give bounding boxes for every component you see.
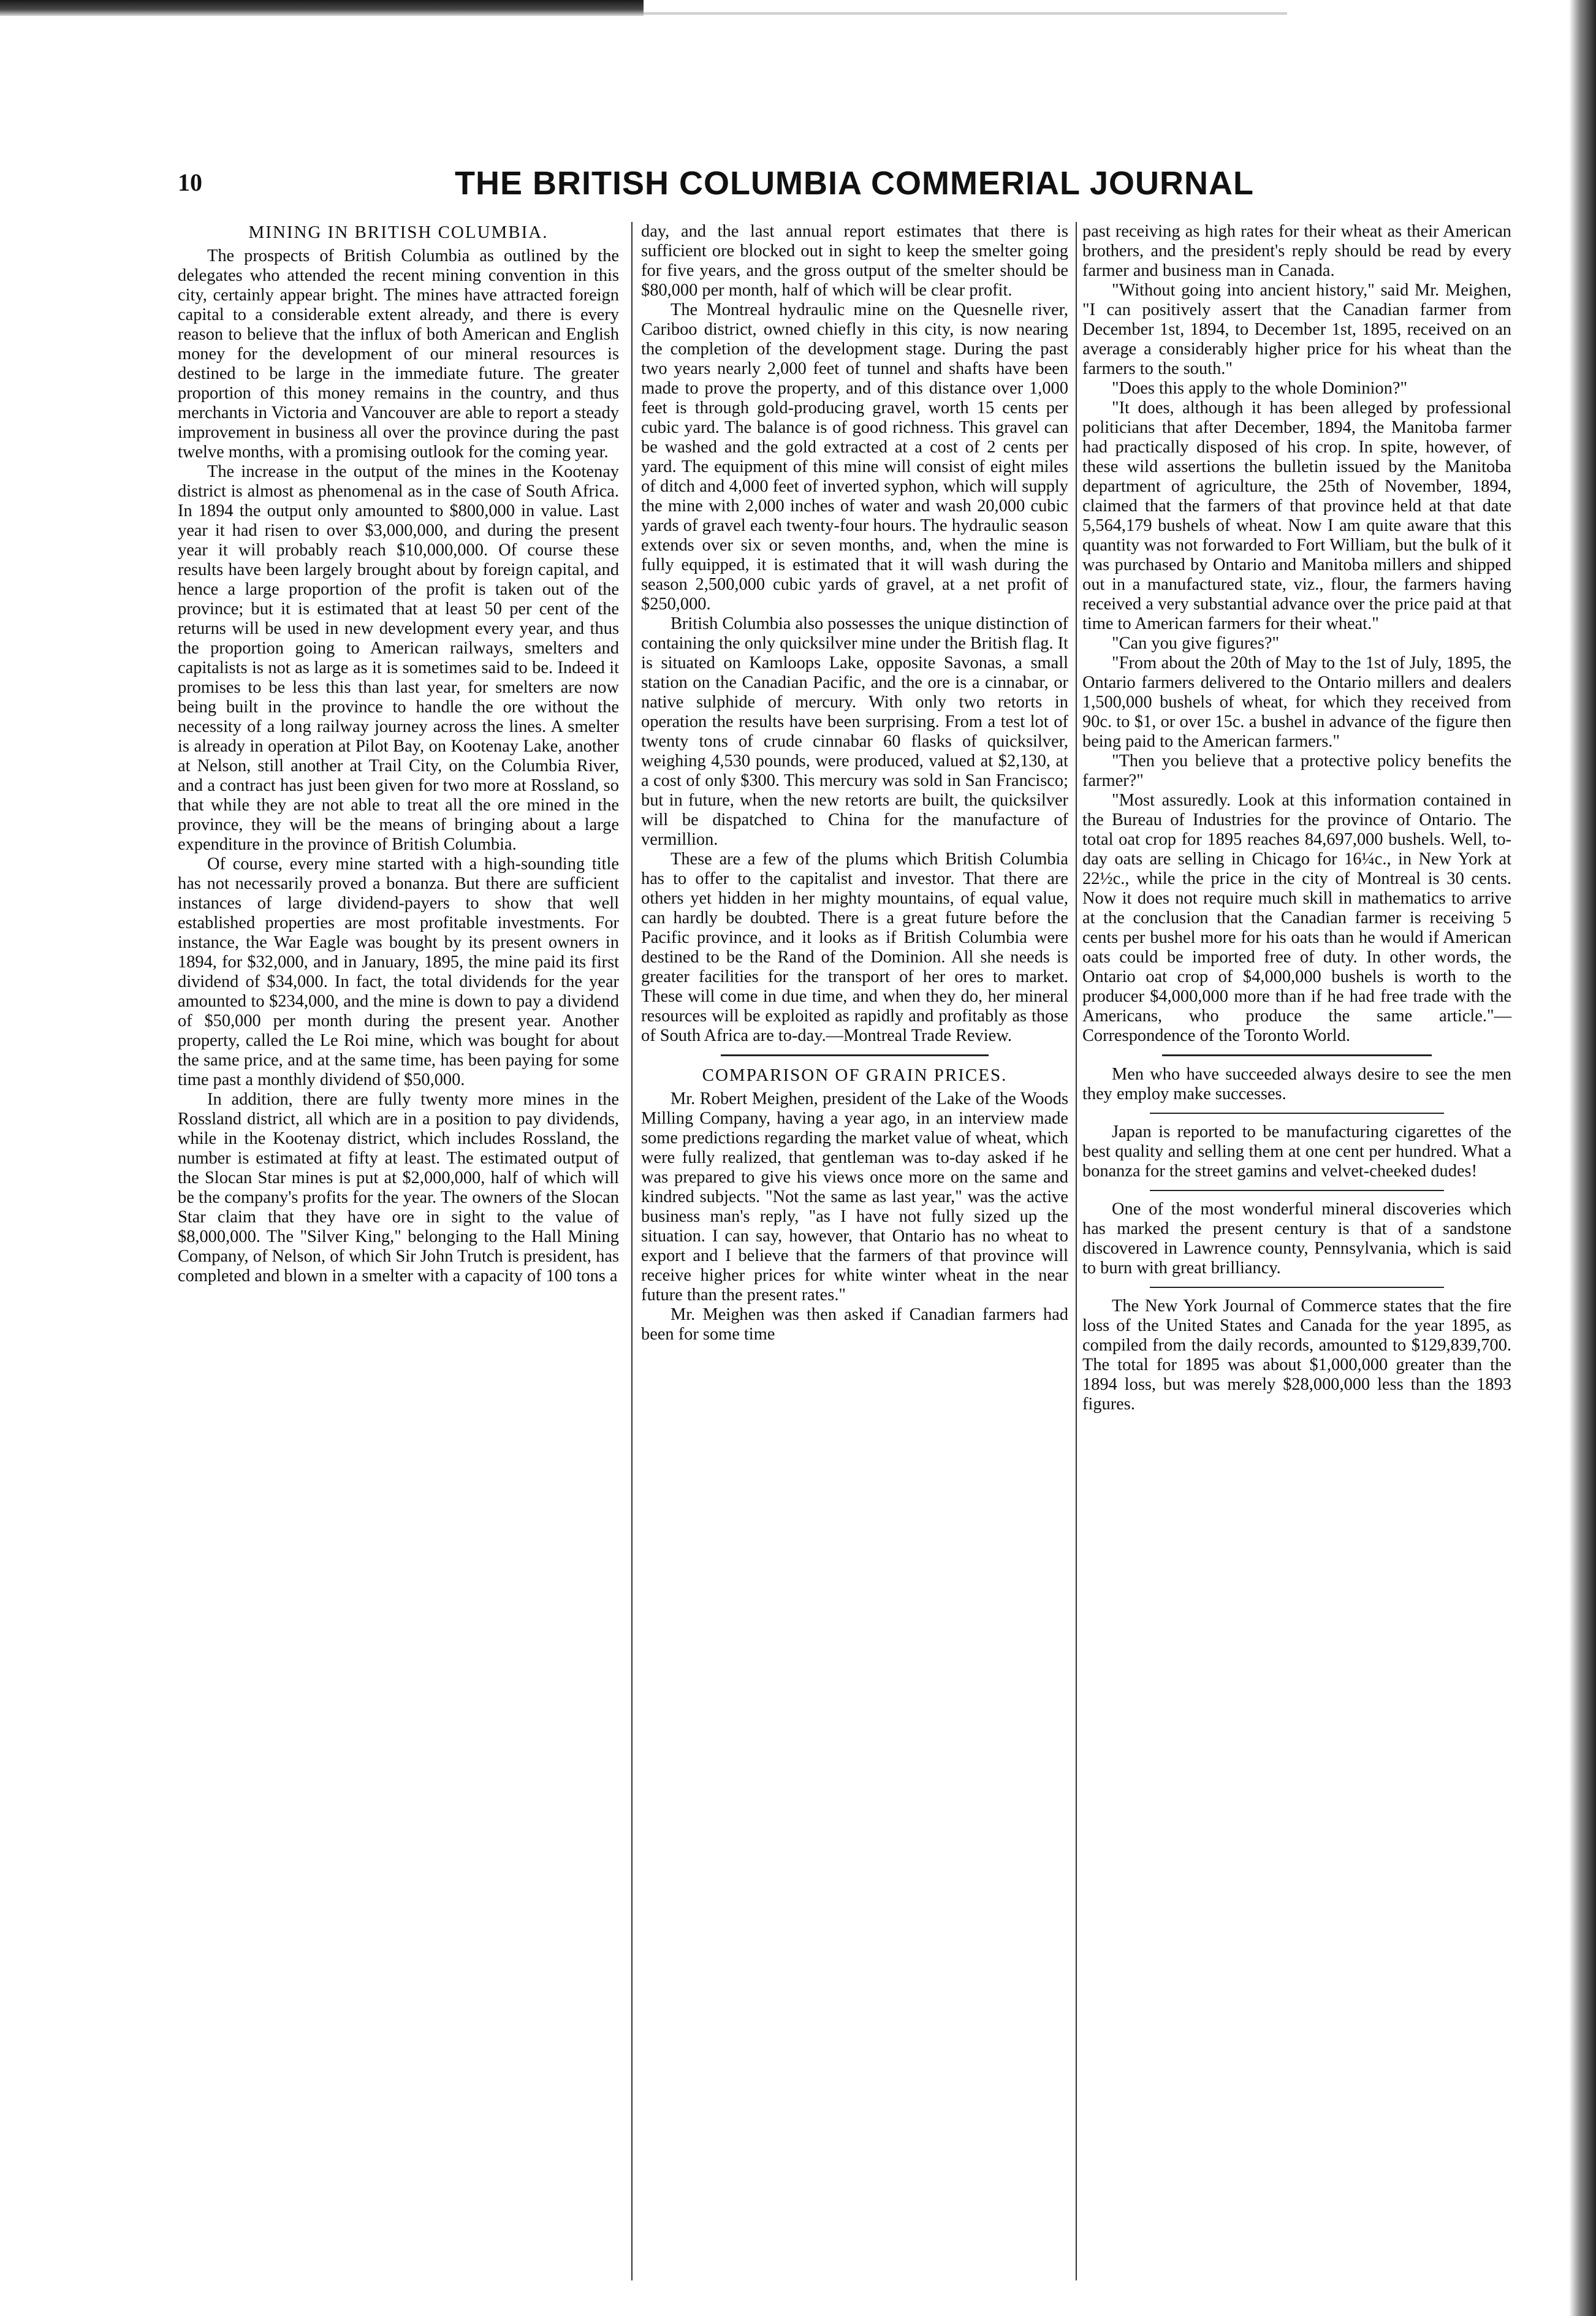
section-rule bbox=[1150, 1113, 1444, 1114]
page-header bbox=[178, 164, 1256, 207]
article-paragraph: "Then you believe that a protective policy benefits the farmer?" bbox=[1082, 752, 1511, 790]
article-paragraph: "Does this apply to the whole Dominion?" bbox=[1112, 379, 1408, 398]
article-paragraph: Mr. Meighen was then asked if Canadian farmers had been for some time bbox=[641, 1305, 1068, 1344]
scan-artifact-edge bbox=[1569, 0, 1596, 2316]
article-paragraph: "From about the 20th of May to the 1st of July, 1895, the Ontario farmers delivered to the Ontario millers and dealers 1,500,000 bushels of wheat, for which they received from 90c. to $1, or over 15c. a bushel in advance of the figure then being paid to the American farmers." bbox=[1082, 653, 1511, 751]
article-paragraph: In addition, there are fully twenty more mines in the Rossland district, all which are in a position to pay dividends, while in the Kootenay district, which includes Rossland, the number is estimated at fifty at least. The estimated output of the Slocan Star mines is put at $2,000,000, half of which will be the company's profits for the year. The owners of the Slocan Star claim that they have ore in sight to the value of $8,000,000. The "Silver King," belonging to the Hall Mining Company, of Nelson, of which Sir John Trutch is president, has completed and blown in a smelter with a capacity of 100 tons a bbox=[178, 1090, 619, 1286]
article-paragraph: day, and the last annual report estimates that there is sufficient ore blocked out in sight to keep the smelter going for five years, and the gross output of the smelter should be $80,000 per month, half of which will be clear profit. bbox=[641, 222, 1068, 300]
article-column-2 bbox=[641, 222, 1068, 1344]
page-number: 10 bbox=[178, 169, 202, 196]
section-rule bbox=[1150, 1190, 1444, 1191]
column-divider bbox=[631, 222, 633, 2280]
article-paragraph: "Can you give figures?" bbox=[1112, 634, 1280, 653]
article-paragraph: Men who have succeeded always desire to see the men they employ make successes. bbox=[1082, 1065, 1511, 1103]
article-paragraph: "It does, although it has been alleged by professional politicians that after December, 1894, the Manitoba farmer had practically disposed of his crop. In spite, however, of these wild assertions the bulletin issued by the Manitoba department of agriculture, the 25th of November, 1894, claimed that the farmers of that province held at that date 5,564,179 bushels of wheat. Now I am quite aware that this quantity was not forwarded to Fort William, but the bulk of it was purchased by Ontario and Manitoba millers and shipped out in a manufactured state, viz., flour, the farmers having received a very substantial advance over the price paid at that time to American farmers for their wheat." bbox=[1082, 398, 1511, 633]
article-paragraph: Mr. Robert Meighen, president of the Lake of the Woods Milling Company, having a year ago, in an interview made some predictions regarding the market value of wheat, which were fully realized, that gentleman was to-day asked if he was prepared to give his views once more on the same and kindred subjects. "Not the same as last year," was the active business man's reply, "as I have not fully sized up the situation. I can say, however, that Ontario has no wheat to export and I believe that the farmers of that province will receive higher prices for white winter wheat in the near future than the present rates." bbox=[641, 1089, 1068, 1305]
article-paragraph: The increase in the output of the mines in the Kootenay district is almost as phenomenal as in the case of South Africa. In 1894 the output only amounted to $800,000 in value. Last year it had risen to over $3,000,000, and during the present year it will probably reach $10,000,000. Of course these results have been largely brought about by foreign capital, and hence a large proportion of the profit is taken out of the province; but it is estimated that at least 50 per cent of the returns will be used in new development every year, and thus the proportion going to American railways, smelters and capitalists is not as large as it is sometimes said to be. Indeed it promises to be less this than last year, for smelters are now being built in the province to handle the ore without the necessity of a long railway journey across the lines. A smelter is already in operation at Pilot Bay, on Kootenay Lake, another at Nelson, still another at Trail City, on the Columbia River, and a contract has just been given for two more at Rossland, so that while they are not able to treat all the ore mined in the province, they will be the means of bringing about a large expenditure in the province of British Columbia. bbox=[178, 462, 619, 854]
article-paragraph: These are a few of the plums which British Columbia has to offer to the capitalist and investor. That there are others yet hidden in her mighty mountains, of equal value, can hardly be doubted. There is a great future before the Pacific province, and it looks as if British Columbia were destined to be the Rand of the Dominion. All she needs is greater facilities for the transport of her ores to market. These will come in due time, and when they do, her mineral resources will be exploited as rapidly and profitably as those of South Africa are to-day.—Montreal Trade Review. bbox=[641, 850, 1068, 1045]
section-rule bbox=[721, 1054, 989, 1056]
article-column-1 bbox=[178, 222, 619, 1286]
article-heading: MINING IN BRITISH COLUMBIA. bbox=[248, 223, 549, 242]
article-paragraph: British Columbia also possesses the unique distinction of containing the only quicksilver mine under the British flag. It is situated on Kamloops Lake, opposite Savonas, a small station on the Canadian Pacific, and the ore is a cinnabar, or native sulphide of mercury. With only two retorts in operation the results have been surprising. From a test lot of twenty tons of crude cinnabar 60 flasks of quicksilver, weighing 4,530 pounds, were produced, valued at $2,130, at a cost of only $300. This mercury was sold in San Francisco; but in future, when the new retorts are built, the quicksilver will be dispatched to China for the manufacture of vermillion. bbox=[641, 614, 1069, 849]
article-column-3 bbox=[1082, 222, 1511, 1414]
journal-title: THE BRITISH COLUMBIA COMMERIAL JOURNAL bbox=[455, 165, 1254, 202]
section-rule bbox=[1150, 1287, 1444, 1288]
article-paragraph: past receiving as high rates for their wheat as their American brothers, and the president's reply should be read by every farmer and business man in Canada. bbox=[1082, 222, 1511, 280]
section-rule bbox=[1162, 1054, 1432, 1056]
article-heading: COMPARISON OF GRAIN PRICES. bbox=[702, 1065, 1008, 1085]
article-paragraph: "Without going into ancient history," said Mr. Meighen, "I can positively assert that the Canadian farmer from December 1st, 1894, to December 1st, 1895, received on an average a considerably higher price for his wheat than the farmers to the south." bbox=[1082, 281, 1511, 378]
article-paragraph: "Most assuredly. Look at this information contained in the Bureau of Industries for the province of Ontario. The total oat crop for 1895 reaches 84,697,000 bushels. Well, to-day oats are selling in Chicago for 16¼c., in New York at 22½c., while the price in the city of Montreal is 30 cents. Now it does not require much skill in mathematics to arrive at the conclusion that the Canadian farmer is receiving 5 cents per bushel more for his oats than he would if American oats could be imported free of duty. In other words, the Ontario oat crop of $4,000,000 bushels is worth to the producer $4,000,000 more than if he had free trade with the Americans, who produce the same article."—Correspondence of the Toronto World. bbox=[1082, 791, 1511, 1045]
article-paragraph: One of the most wonderful mineral discoveries which has marked the present century is that of a sandstone discovered in Lawrence county, Pennsylvania, which is said to burn with great brilliancy. bbox=[1082, 1200, 1511, 1278]
column-divider bbox=[1076, 222, 1077, 2280]
article-paragraph: Of course, every mine started with a high-sounding title has not necessarily proved a bonanza. But there are sufficient instances of large dividend-payers to show that well established properties are most profitable investments. For instance, the War Eagle was bought by its present owners in 1894, for $32,000, and in January, 1895, the mine paid its first dividend of $34,000. In fact, the total dividends for the year amounted to $234,000, and the mine is down to pay a dividend of $50,000 per month during the present year. Another property, called the Le Roi mine, which was bought for about the same price, and at the same time, has been paying for some time past a monthly dividend of $50,000. bbox=[178, 855, 619, 1089]
article-paragraph: Japan is reported to be manufacturing cigarettes of the best quality and selling them at one cent per hundred. What a bonanza for the street gamins and velvet-cheeked dudes! bbox=[1082, 1122, 1511, 1181]
article-paragraph: The Montreal hydraulic mine on the Quesnelle river, Cariboo district, owned chiefly in this city, is now nearing the completion of the development stage. During the past two years nearly 2,000 feet of tunnel and shafts have been made to prove the property, and of this distance over 1,000 feet is through gold-producing gravel, worth 15 cents per cubic yard. The balance is of good richness. This gravel can be washed and the gold extracted at a cost of 2 cents per yard. The equipment of this mine will consist of eight miles of ditch and 4,000 feet of inverted syphon, which will supply the mine with 2,000 inches of water and wash 20,000 cubic yards of gravel each twenty-four hours. The hydraulic season extends over six or seven months, and, when the mine is fully equipped, it is estimated that it will wash during the season 2,500,000 cubic yards of gravel, at a net profit of $250,000. bbox=[641, 300, 1068, 614]
scan-artifact-top-faint bbox=[644, 12, 1287, 15]
article-paragraph: The prospects of British Columbia as outlined by the delegates who attended the recent mining convention in this city, certainly appear bright. The mines have attracted foreign capital to a considerable extent already, and there is every reason to believe that the influx of both American and English money for the development of our mineral resources is destined to be large in the immediate future. The greater proportion of this money remains in the country, and thus merchants in Victoria and Vancouver are able to report a steady improvement in business all over the province during the past twelve months, with a promising outlook for the coming year. bbox=[178, 246, 619, 462]
scan-artifact-top bbox=[0, 0, 644, 16]
article-paragraph: The New York Journal of Commerce states that the fire loss of the United States and Canada for the year 1895, as compiled from the daily records, amounted to $129,839,700. The total for 1895 was about $1,000,000 greater than the 1894 loss, but was merely $28,000,000 less than the 1893 figures. bbox=[1082, 1297, 1511, 1414]
